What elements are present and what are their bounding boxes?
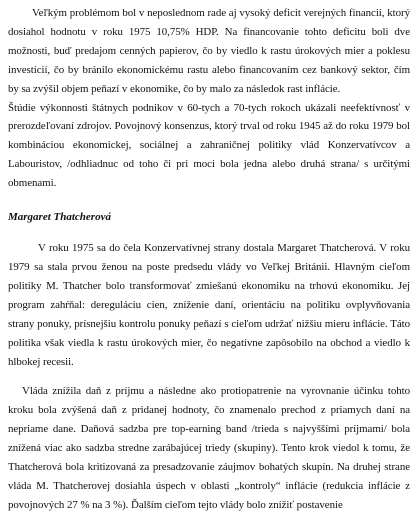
paragraph-spacer — [8, 371, 410, 382]
paragraph-taxes: Vláda znížila daň z príjmu a následne ako protiopatrenie na vyrovnanie účinku tohto kroku bola zvýšená daň z pridanej hodnoty, čo znamenalo prechod z priamych daní na nepriame dane. Daňová sadzba pre top-earning band /trieda s najvyššími príjmami/ bola znížená viac ako sadzba stredne zarábajúcej triedy (skupiny). Tento krok viedol k tomu, že Thatcherová bola kritizovaná za presadzovanie záujmov bohatých skupín. Na druhej strane vláda M. Thatcherovej dosiahla úspech v oblasti „kontroly“ inflácie (redukcia inflácie z povojnových 27 % na 3 %). Ďalším cieľom tejto vlády bolo znížiť postavenie — [8, 385, 410, 511]
paragraph-thatcher-program: V roku 1975 sa do čela Konzervatívnej strany dostala Margaret Thatcherová. V roku 1979 sa stala prvou ženou na poste predsedu vlády vo Veľkej Británii. Hlavným cieľom politiky M. Thatcher bolo transformovať zmiešanú ekonomiku na trhovú ekonomiku. Jej program zahŕňal: dereguláciu cien, zníženie daní, orientáciu na politiku ovplyvňovania strany ponuky, prísnejšiu kontrolu ponuky peňazí s cieľom udržať nižšiu mieru inflácie. Táto politika však viedla k rastu úrokových mier, čo negatívne zapôsobilo na obchod a viedlo k hlbokej recesii. — [8, 242, 410, 368]
paragraph-deficit: Veľkým problémom bol v neposlednom rade aj vysoký deficit verejných financií, ktorý dosiahol hodnotu v roku 1975 10,75% HDP. Na financovanie tohto deficitu boli dve možnosti, buď predajom cenných papierov, čo by viedlo k rastu úrokových mier a poklesu investícií, čo by bránilo ekonomickému rastu alebo financovaním cez bankový sektor, čím by sa zvýšil objem peňazí v ekonomike, čo by malo za následok rast inflácie. — [8, 7, 410, 95]
paragraph-post-war-consensus: Štúdie výkonnosti štátnych podnikov v 60-tych a 70-tych rokoch ukázali neefektívnosť v prerozdeľovaní zdrojov. Povojnový konsenzus, ktorý trval od roku 1945 až do roku 1979 bol kombináciou ekonomickej, sociálnej a zahraničnej politiky vlád Konzervatívcov a Labouristov, /odhliadnuc od toho či pri moci bola jedna alebo druhá strana/ s určitými obmenami. — [8, 101, 410, 190]
section-heading: Margaret Thatcherová — [8, 211, 111, 224]
